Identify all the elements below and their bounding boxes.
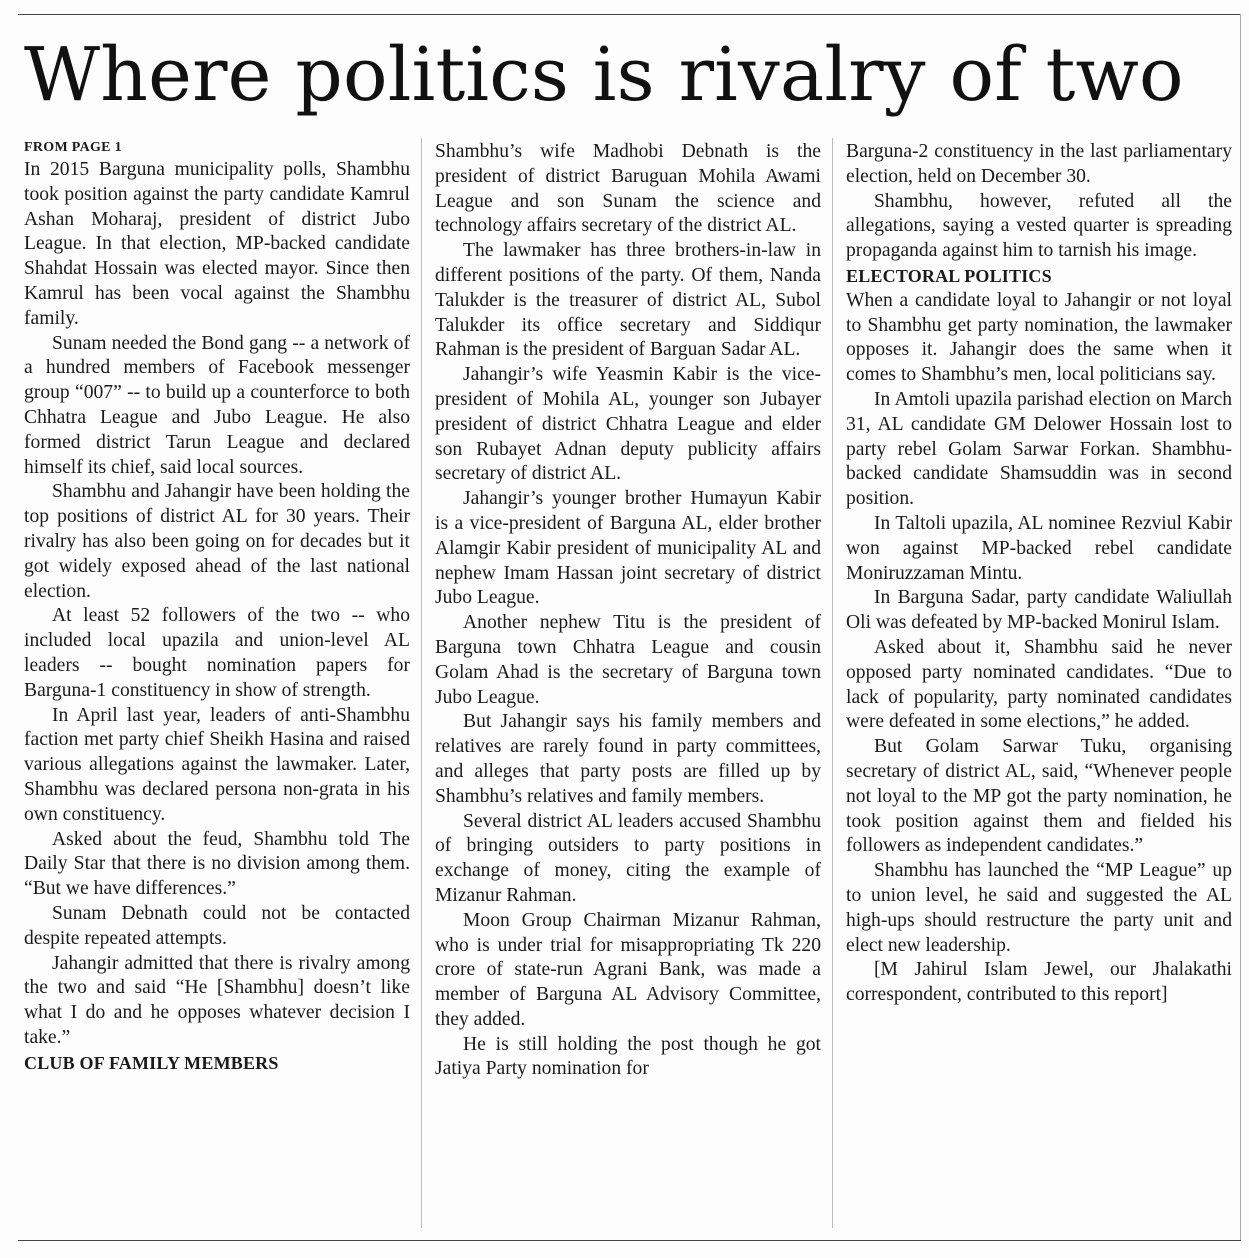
article-paragraph: But Golam Sarwar Tuku, organising secretary of district AL, said, “Whenever people not loyal to the MP got the party nomination, he took position against them and fielded his followers as independent candidates.” [846,736,1232,857]
section-subhead: ELECTORAL POLITICS [846,265,1052,286]
article-paragraph: In Amtoli upazila parishad election on March 31, AL candidate GM Delower Hossain lost to party rebel Golam Sarwar Forkan. Shambhu-backed candidate Shamsuddin was in second position. [846,388,1232,510]
article-paragraph: Jahangir admitted that there is rivalry among the two and said “He [Shambhu] doesn’t like what I do and he opposes whatever decision I take.” [24,952,410,1048]
article-paragraph: At least 52 followers of the two -- who included local upazila and union-level AL leaders -- bought nomination papers for Barguna-1 constituency in show of strength. [24,605,410,701]
right-border [1240,14,1241,1240]
article-paragraph: Moon Group Chairman Mizanur Rahman, who is under trial for misappropriating Tk 220 crore of state-run Agrani Bank, was made a member of Barguna AL Advisory Committee, they added. [435,909,821,1030]
article-paragraph: In Barguna Sadar, party candidate Waliullah Oli was defeated by MP-backed Monirul Islam. [846,587,1232,634]
article-paragraph: Jahangir’s wife Yeasmin Kabir is the vice-president of Mohila AL, younger son Jubayer president of district Chhatra League and elder son Rubayet Adnan deputy publicity affairs secretary of district AL. [435,364,821,485]
article-paragraph: He is still holding the post though he got Jatiya Party nomination for [435,1033,821,1080]
article-paragraph: Barguna-2 constituency in the last parliamentary election, held on December 30. [846,141,1232,187]
article-paragraph: In 2015 Barguna municipality polls, Shambhu took position against the party candidate Kamrul Ashan Moharaj, president of district Jubo League. In that election, MP-backed candidate Shahdat Hossain was elected mayor. Since then Kamrul has been vocal against the Shambhu family. [24,159,410,329]
article-paragraph: Several district AL leaders accused Shambhu of bringing outsiders to party positions in exchange of money, citing the example of Mizanur Rahman. [435,810,821,906]
article-column-1 [24,138,410,1075]
article-paragraph: Sunam needed the Bond gang -- a network of a hundred members of Facebook messenger group “007” -- to build up a counterforce to both Chhatra League and Jubo League. He also formed district Tarun League and declared himself its chief, said local sources. [24,332,410,478]
section-subhead: CLUB OF FAMILY MEMBERS [24,1052,279,1073]
article-paragraph: [M Jahirul Islam Jewel, our Jhalakathi correspondent, contributed to this report] [846,959,1232,1006]
article-column-3 [846,140,1232,1008]
article-paragraph: Shambhu, however, refuted all the allegations, saying a vested quarter is spreading propaganda against him to tarnish his image. [846,190,1232,262]
article-paragraph: Another nephew Titu is the president of Barguna town Chhatra League and cousin Golam Ahad is the secretary of Barguna town Jubo League. [435,612,821,708]
article-paragraph: Jahangir’s younger brother Humayun Kabir is a vice-president of Barguna AL, elder brother Alamgir Kabir president of municipality AL and nephew Imam Hassan joint secretary of district Jubo League. [435,488,821,609]
article-paragraph: The lawmaker has three brothers-in-law in different positions of the party. Of them, Nanda Talukder is the treasurer of district AL, Subol Talukder its office secretary and Siddiqur Rahman is the president of Barguan Sadar AL. [435,240,821,361]
from-page-kicker: FROM PAGE 1 [24,140,122,155]
top-rule [18,14,1241,15]
headline: Where politics is rivalry of two [24,32,1184,118]
column-divider [832,138,833,1228]
article-paragraph: Asked about it, Shambhu said he never opposed party nominated candidates. “Due to lack of popularity, party nominated candidates were defeated in some elections,” he added. [846,636,1232,733]
article-column-2 [435,140,821,1082]
article-paragraph: Asked about the feud, Shambhu told The Daily Star that there is no division among them. “But we have differences.” [24,828,410,900]
article-paragraph: Shambhu has launched the “MP League” up to union level, he said and suggested the AL high-ups should restructure the party unit and elect new leadership. [846,860,1232,956]
bottom-rule [18,1240,1241,1241]
article-paragraph: In Taltoli upazila, AL nominee Rezviul Kabir won against MP-backed rebel candidate Moniruzzaman Mintu. [846,512,1232,584]
article-paragraph: Shambhu’s wife Madhobi Debnath is the president of district Baruguan Mohila Awami League and son Sunam the science and technology affairs secretary of the district AL. [435,141,821,237]
article-paragraph: Sunam Debnath could not be contacted despite repeated attempts. [24,902,410,949]
article-paragraph: Shambhu and Jahangir have been holding the top positions of district AL for 30 years. Their rivalry has also been going on for decades but it got widely exposed ahead of the last national election. [24,481,410,602]
article-paragraph: But Jahangir says his family members and relatives are rarely found in party committees, and alleges that party posts are filled up by Shambhu’s relatives and family members. [435,711,821,807]
article-paragraph: When a candidate loyal to Jahangir or not loyal to Shambhu get party nomination, the lawmaker opposes it. Jahangir does the same when it comes to Shambhu’s men, local politicians say. [846,289,1232,386]
article-paragraph: In April last year, leaders of anti-Shambhu faction met party chief Sheikh Hasina and raised various allegations against the lawmaker. Later, Shambhu was declared persona non-grata in his own constituency. [24,704,410,825]
column-divider [421,138,422,1228]
